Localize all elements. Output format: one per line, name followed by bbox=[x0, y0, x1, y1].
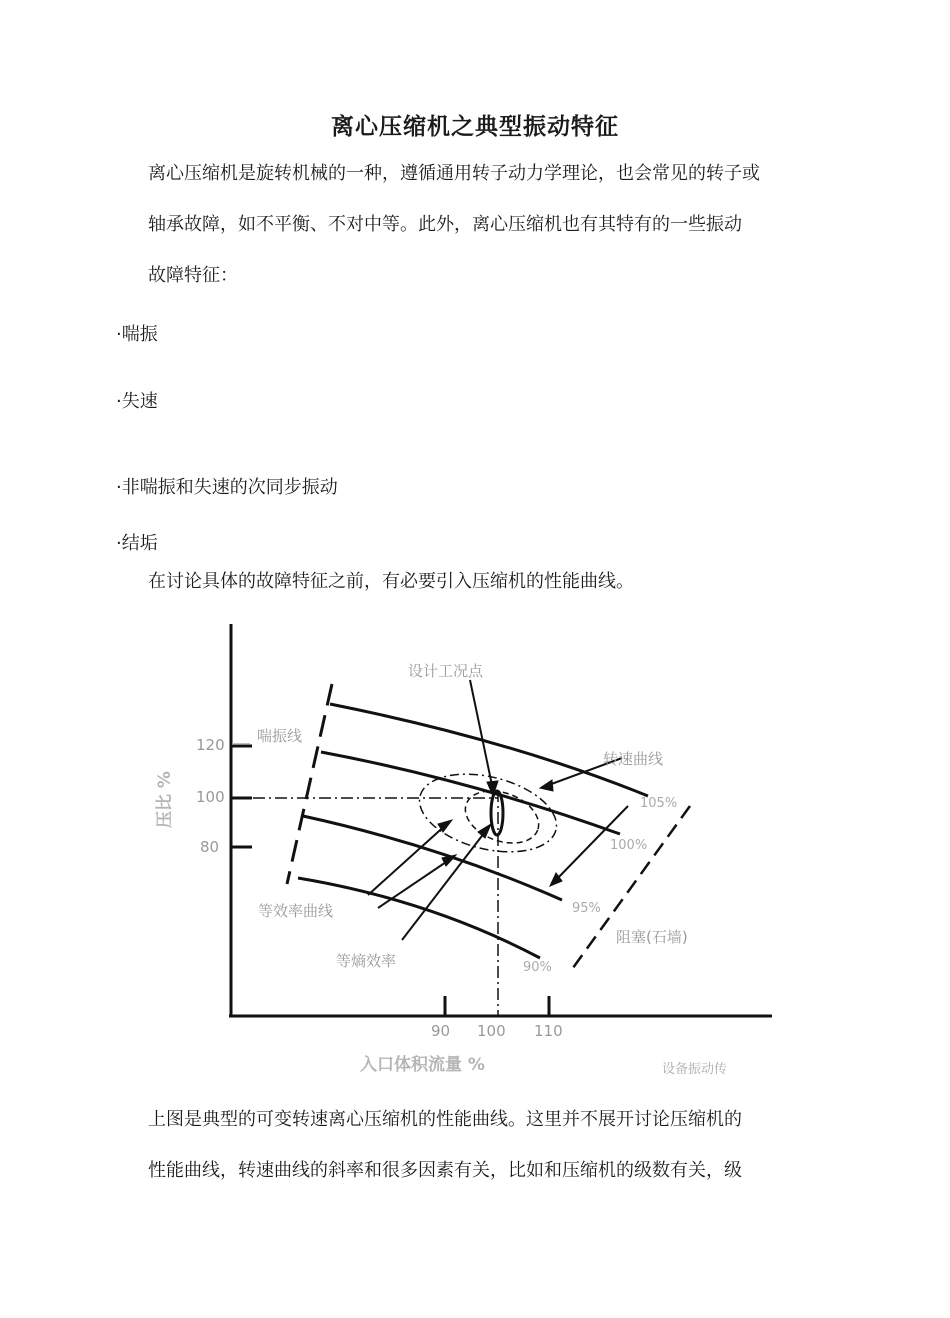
y-axis-label: 压比 % bbox=[155, 771, 175, 828]
x-tick-label-110: 110 bbox=[534, 1022, 563, 1040]
after-line: 性能曲线，转速曲线的斜率和很多因素有关，比如和压缩机的级数有关，级 bbox=[148, 1160, 742, 1181]
intro-line: 离心压缩机是旋转机械的一种，遵循通用转子动力学理论，也会常见的转子或 bbox=[148, 163, 760, 184]
bullet-subsync: ·非喘振和失速的次同步振动 bbox=[116, 477, 338, 498]
speed-percent-95: 95% bbox=[572, 901, 601, 916]
after-paragraph bbox=[148, 1094, 808, 1196]
watermark: 设备振动传 bbox=[662, 1062, 728, 1077]
after-line: 上图是典型的可变转速离心压缩机的性能曲线。这里并不展开讨论压缩机的 bbox=[148, 1109, 742, 1130]
performance-curve-figure bbox=[140, 610, 800, 1090]
speed-percent-100: 100% bbox=[610, 838, 648, 853]
arrow-design-point bbox=[470, 680, 493, 790]
y-tick-label-80: 80 bbox=[200, 838, 220, 856]
speed-percent-90: 90% bbox=[523, 960, 552, 975]
x-tick-label-90: 90 bbox=[431, 1022, 451, 1040]
speed-percent-105: 105% bbox=[640, 796, 678, 811]
bullet-fouling: ·结垢 bbox=[116, 533, 158, 554]
surge-line-label: 喘振线 bbox=[257, 727, 303, 745]
page-title: 离心压缩机之典型振动特征 bbox=[331, 114, 619, 140]
surge-line bbox=[287, 684, 332, 884]
speed-curve-100 bbox=[321, 752, 620, 834]
lead-in-paragraph: 在讨论具体的故障特征之前，有必要引入压缩机的性能曲线。 bbox=[148, 571, 634, 592]
intro-paragraph bbox=[148, 148, 808, 301]
arrowhead-speed-label bbox=[540, 780, 553, 791]
design-point-label: 设计工况点 bbox=[408, 662, 484, 680]
intro-line: 故障特征： bbox=[148, 265, 238, 286]
isentropic-efficiency-label: 等熵效率 bbox=[336, 952, 397, 970]
x-axis-label: 入口体积流量 % bbox=[360, 1055, 485, 1075]
y-tick-label-120: 120 bbox=[196, 736, 225, 754]
choke-label: 阻塞(石墙) bbox=[616, 928, 688, 946]
speed-curve-label: 转速曲线 bbox=[603, 750, 664, 768]
bullet-stall: ·失速 bbox=[116, 391, 158, 412]
efficiency-curve-label: 等效率曲线 bbox=[258, 902, 334, 920]
x-tick-label-100: 100 bbox=[477, 1022, 506, 1040]
performance-curve-diagram bbox=[140, 610, 800, 1090]
choke-line bbox=[570, 806, 690, 972]
y-tick-label-100: 100 bbox=[196, 788, 225, 806]
arrowhead-isentropic bbox=[478, 824, 491, 838]
intro-line: 轴承故障，如不平衡、不对中等。此外，离心压缩机也有其特有的一些振动 bbox=[148, 214, 742, 235]
arrow-efficiency-b bbox=[378, 858, 452, 908]
bullet-surge: ·喘振 bbox=[116, 324, 158, 345]
